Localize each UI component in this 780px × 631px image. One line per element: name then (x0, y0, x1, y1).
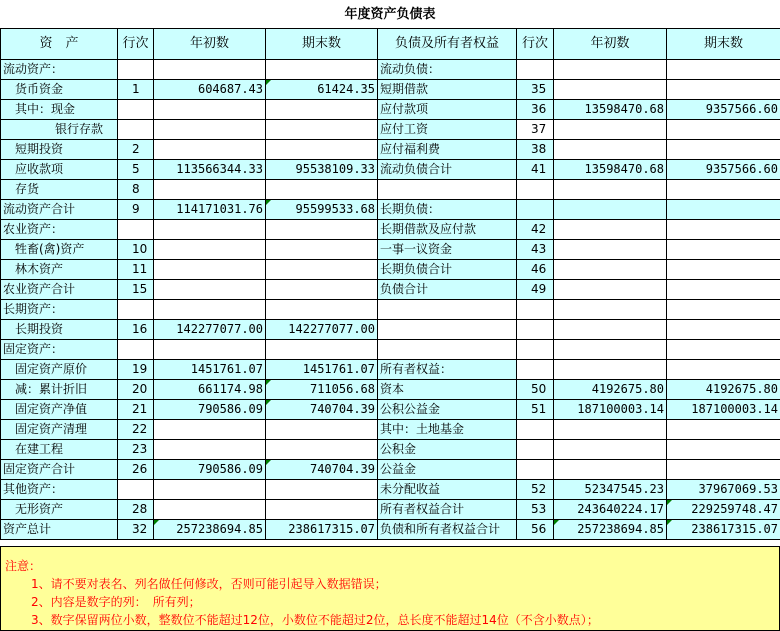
asset-name: 固定资产净值 (1, 400, 118, 420)
asset-begin-amount[interactable] (154, 300, 266, 320)
liability-begin-amount[interactable]: 187100003.14 (554, 400, 667, 420)
liability-line-no: 52 (517, 480, 554, 500)
liability-name: 长期负债合计 (378, 260, 517, 280)
liability-line-no: 37 (517, 120, 554, 140)
liability-begin-amount[interactable] (554, 80, 667, 100)
liability-line-no: 41 (517, 160, 554, 180)
asset-end-amount[interactable]: 142277077.00 (266, 320, 378, 340)
notes-panel (0, 546, 780, 631)
liability-end-amount[interactable] (667, 140, 780, 160)
liability-line-no (517, 200, 554, 220)
asset-name: 短期投资 (1, 140, 118, 160)
asset-name: 林木资产 (1, 260, 118, 280)
asset-line-no: 20 (118, 380, 154, 400)
asset-end-amount[interactable] (266, 120, 378, 140)
liability-name: 应付福利费 (378, 140, 517, 160)
liability-end-amount[interactable]: 229259748.47 (667, 500, 780, 520)
asset-line-no: 15 (118, 280, 154, 300)
liability-begin-amount[interactable]: 13598470.68 (554, 160, 667, 180)
liability-begin-amount[interactable]: 257238694.85 (554, 520, 667, 540)
asset-name: 减：累计折旧 (1, 380, 118, 400)
asset-end-amount[interactable] (266, 300, 378, 320)
asset-line-no: 16 (118, 320, 154, 340)
liability-line-no (517, 180, 554, 200)
table-row (1, 160, 780, 180)
liability-name: 其中：土地基金 (378, 420, 517, 440)
asset-end-amount[interactable]: 740704.39 (266, 400, 378, 420)
asset-line-no (118, 480, 154, 500)
asset-line-no: 8 (118, 180, 154, 200)
asset-end-amount[interactable]: 61424.35 (266, 80, 378, 100)
asset-end-amount[interactable]: 711056.68 (266, 380, 378, 400)
liability-name: 负债和所有者权益合计 (378, 520, 517, 540)
liability-end-amount[interactable] (667, 220, 780, 240)
liability-line-no (517, 320, 554, 340)
table-row (1, 320, 780, 340)
liability-end-amount[interactable] (667, 120, 780, 140)
asset-end-amount[interactable] (266, 60, 378, 80)
asset-line-no: 19 (118, 360, 154, 380)
table-row (1, 80, 780, 100)
liability-name: 所有者权益合计 (378, 500, 517, 520)
liability-begin-amount[interactable] (554, 180, 667, 200)
liability-begin-amount[interactable] (554, 300, 667, 320)
liability-line-no: 53 (517, 500, 554, 520)
liability-end-amount[interactable]: 4192675.80 (667, 380, 780, 400)
table-row (1, 180, 780, 200)
header-line-no: 行次 (118, 29, 154, 60)
asset-begin-amount[interactable] (154, 240, 266, 260)
liability-begin-amount[interactable] (554, 200, 667, 220)
asset-end-amount[interactable] (266, 180, 378, 200)
liability-line-no: 42 (517, 220, 554, 240)
note-item: 3、数字保留两位小数，整数位不能超过12位，小数位不能超过2位，总长度不能超过14位（不含小数点）； (31, 613, 599, 627)
liability-end-amount[interactable] (667, 360, 780, 380)
liability-begin-amount[interactable] (554, 120, 667, 140)
asset-name: 长期资产： (1, 300, 118, 320)
liability-line-no: 49 (517, 280, 554, 300)
table-row (1, 240, 780, 260)
liability-name (378, 340, 517, 360)
liability-begin-amount[interactable] (554, 280, 667, 300)
liability-name (378, 300, 517, 320)
liability-begin-amount[interactable] (554, 260, 667, 280)
asset-end-amount[interactable] (266, 340, 378, 360)
liability-line-no (517, 340, 554, 360)
liability-end-amount[interactable]: 9357566.60 (667, 160, 780, 180)
asset-line-no: 11 (118, 260, 154, 280)
asset-begin-amount[interactable] (154, 100, 266, 120)
liability-line-no (517, 60, 554, 80)
liability-name: 公益金 (378, 460, 517, 480)
table-row (1, 300, 780, 320)
liability-begin-amount[interactable] (554, 360, 667, 380)
asset-name: 农业资产： (1, 220, 118, 240)
liability-end-amount[interactable] (667, 420, 780, 440)
liability-name: 应付工资 (378, 120, 517, 140)
header-row (1, 29, 780, 60)
asset-name: 应收款项 (1, 160, 118, 180)
asset-line-no (118, 60, 154, 80)
asset-name: 在建工程 (1, 440, 118, 460)
liability-end-amount[interactable] (667, 320, 780, 340)
table-row (1, 480, 780, 500)
liability-end-amount[interactable]: 238617315.07 (667, 520, 780, 540)
liability-begin-amount[interactable] (554, 220, 667, 240)
balance-table (0, 28, 780, 540)
header-line-no-2: 行次 (517, 29, 554, 60)
liability-line-no: 51 (517, 400, 554, 420)
liability-begin-amount[interactable]: 13598470.68 (554, 100, 667, 120)
notes-heading: 注意： (5, 559, 42, 573)
asset-end-amount[interactable] (266, 140, 378, 160)
asset-end-amount[interactable] (266, 240, 378, 260)
asset-begin-amount[interactable] (154, 340, 266, 360)
asset-begin-amount[interactable]: 257238694.85 (154, 520, 266, 540)
asset-begin-amount[interactable] (154, 260, 266, 280)
asset-name: 资产总计 (1, 520, 118, 540)
asset-name: 农业资产合计 (1, 280, 118, 300)
asset-begin-amount[interactable] (154, 220, 266, 240)
liability-begin-amount[interactable] (554, 420, 667, 440)
asset-end-amount[interactable] (266, 480, 378, 500)
asset-end-amount[interactable] (266, 100, 378, 120)
header-begin-amount: 年初数 (154, 29, 266, 60)
liability-end-amount[interactable] (667, 80, 780, 100)
table-row (1, 60, 780, 80)
asset-name: 流动资产： (1, 60, 118, 80)
asset-begin-amount[interactable] (154, 420, 266, 440)
liability-name: 一事一议资金 (378, 240, 517, 260)
liability-line-no (517, 360, 554, 380)
table-row (1, 220, 780, 240)
asset-begin-amount[interactable] (154, 500, 266, 520)
liability-line-no: 35 (517, 80, 554, 100)
asset-begin-amount[interactable]: 114171031.76 (154, 200, 266, 220)
liability-line-no (517, 440, 554, 460)
liability-end-amount[interactable] (667, 280, 780, 300)
asset-begin-amount[interactable]: 1451761.07 (154, 360, 266, 380)
liability-name (378, 320, 517, 340)
asset-begin-amount[interactable] (154, 180, 266, 200)
asset-name: 固定资产清理 (1, 420, 118, 440)
asset-end-amount[interactable] (266, 220, 378, 240)
liability-line-no: 36 (517, 100, 554, 120)
asset-line-no (118, 220, 154, 240)
asset-line-no (118, 300, 154, 320)
header-begin-amount-2: 年初数 (554, 29, 667, 60)
header-asset: 资 产 (1, 29, 118, 60)
table-row (1, 120, 780, 140)
asset-begin-amount[interactable] (154, 60, 266, 80)
liability-line-no (517, 300, 554, 320)
table-row (1, 140, 780, 160)
asset-end-amount[interactable] (266, 260, 378, 280)
asset-end-amount[interactable] (266, 440, 378, 460)
liability-name: 流动负债合计 (378, 160, 517, 180)
header-end-amount-2: 期末数 (667, 29, 780, 60)
liability-end-amount[interactable] (667, 300, 780, 320)
liability-name: 未分配收益 (378, 480, 517, 500)
liability-name: 长期负债： (378, 200, 517, 220)
table-row (1, 360, 780, 380)
note-item: 1、请不要对表名、列名做任何修改，否则可能引起导入数据错误； (31, 577, 387, 591)
asset-end-amount[interactable]: 238617315.07 (266, 520, 378, 540)
liability-line-no: 56 (517, 520, 554, 540)
asset-name: 固定资产合计 (1, 460, 118, 480)
asset-begin-amount[interactable]: 790586.09 (154, 460, 266, 480)
liability-end-amount[interactable]: 37967069.53 (667, 480, 780, 500)
asset-begin-amount[interactable]: 790586.09 (154, 400, 266, 420)
sheet-title: 年度资产负债表 (0, 0, 780, 28)
asset-name: 无形资产 (1, 500, 118, 520)
liability-end-amount[interactable] (667, 180, 780, 200)
asset-line-no (118, 120, 154, 140)
liability-line-no (517, 460, 554, 480)
asset-line-no: 23 (118, 440, 154, 460)
header-liability: 负债及所有者权益 (378, 29, 517, 60)
asset-line-no (118, 100, 154, 120)
asset-line-no: 21 (118, 400, 154, 420)
asset-line-no: 9 (118, 200, 154, 220)
asset-begin-amount[interactable] (154, 440, 266, 460)
liability-begin-amount[interactable] (554, 320, 667, 340)
table-row (1, 400, 780, 420)
asset-line-no: 5 (118, 160, 154, 180)
asset-name: 其他资产： (1, 480, 118, 500)
liability-begin-amount[interactable]: 243640224.17 (554, 500, 667, 520)
liability-begin-amount[interactable] (554, 140, 667, 160)
liability-begin-amount[interactable]: 4192675.80 (554, 380, 667, 400)
liability-begin-amount[interactable] (554, 240, 667, 260)
asset-begin-amount[interactable]: 604687.43 (154, 80, 266, 100)
asset-end-amount[interactable]: 95538109.33 (266, 160, 378, 180)
table-row (1, 440, 780, 460)
asset-begin-amount[interactable]: 142277077.00 (154, 320, 266, 340)
liability-line-no: 46 (517, 260, 554, 280)
asset-name: 其中：现金 (1, 100, 118, 120)
table-row (1, 500, 780, 520)
table-row (1, 520, 780, 540)
asset-end-amount[interactable]: 95599533.68 (266, 200, 378, 220)
note-item: 2、内容是数字的列： 所有列； (31, 595, 201, 609)
asset-name: 固定资产： (1, 340, 118, 360)
liability-end-amount[interactable] (667, 60, 780, 80)
asset-line-no: 28 (118, 500, 154, 520)
liability-line-no (517, 420, 554, 440)
liability-name: 所有者权益： (378, 360, 517, 380)
liability-end-amount[interactable] (667, 460, 780, 480)
liability-line-no: 50 (517, 380, 554, 400)
asset-end-amount[interactable] (266, 420, 378, 440)
liability-begin-amount[interactable] (554, 60, 667, 80)
table-row (1, 280, 780, 300)
asset-name: 存货 (1, 180, 118, 200)
asset-begin-amount[interactable] (154, 480, 266, 500)
table-row (1, 200, 780, 220)
liability-begin-amount[interactable] (554, 440, 667, 460)
table-row (1, 260, 780, 280)
asset-end-amount[interactable]: 1451761.07 (266, 360, 378, 380)
liability-end-amount[interactable] (667, 440, 780, 460)
asset-line-no: 2 (118, 140, 154, 160)
liability-begin-amount[interactable] (554, 460, 667, 480)
header-end-amount: 期末数 (266, 29, 378, 60)
table-row (1, 100, 780, 120)
liability-begin-amount[interactable] (554, 340, 667, 360)
liability-name: 应付款项 (378, 100, 517, 120)
asset-name: 流动资产合计 (1, 200, 118, 220)
liability-end-amount[interactable] (667, 260, 780, 280)
liability-name: 负债合计 (378, 280, 517, 300)
asset-name: 货币资金 (1, 80, 118, 100)
liability-name: 短期借款 (378, 80, 517, 100)
liability-name: 资本 (378, 380, 517, 400)
asset-begin-amount[interactable] (154, 120, 266, 140)
liability-end-amount[interactable] (667, 340, 780, 360)
liability-line-no: 43 (517, 240, 554, 260)
liability-name: 公积金 (378, 440, 517, 460)
asset-name: 银行存款 (1, 120, 118, 140)
table-row (1, 420, 780, 440)
liability-line-no: 38 (517, 140, 554, 160)
asset-line-no: 10 (118, 240, 154, 260)
liability-name: 流动负债： (378, 60, 517, 80)
table-row (1, 460, 780, 480)
liability-begin-amount[interactable]: 52347545.23 (554, 480, 667, 500)
liability-end-amount[interactable] (667, 240, 780, 260)
asset-line-no: 22 (118, 420, 154, 440)
asset-begin-amount[interactable]: 661174.98 (154, 380, 266, 400)
asset-begin-amount[interactable]: 113566344.33 (154, 160, 266, 180)
asset-line-no (118, 340, 154, 360)
asset-end-amount[interactable]: 740704.39 (266, 460, 378, 480)
asset-line-no: 32 (118, 520, 154, 540)
liability-name: 长期借款及应付款 (378, 220, 517, 240)
asset-name: 固定资产原价 (1, 360, 118, 380)
liability-end-amount[interactable]: 187100003.14 (667, 400, 780, 420)
liability-end-amount[interactable] (667, 200, 780, 220)
table-row (1, 380, 780, 400)
asset-end-amount[interactable] (266, 500, 378, 520)
asset-end-amount[interactable] (266, 280, 378, 300)
liability-name: 公积公益金 (378, 400, 517, 420)
table-row (1, 340, 780, 360)
asset-begin-amount[interactable] (154, 280, 266, 300)
asset-begin-amount[interactable] (154, 140, 266, 160)
liability-name (378, 180, 517, 200)
asset-line-no: 1 (118, 80, 154, 100)
liability-end-amount[interactable]: 9357566.60 (667, 100, 780, 120)
asset-name: 长期投资 (1, 320, 118, 340)
asset-name: 牲畜(禽)资产 (1, 240, 118, 260)
asset-line-no: 26 (118, 460, 154, 480)
